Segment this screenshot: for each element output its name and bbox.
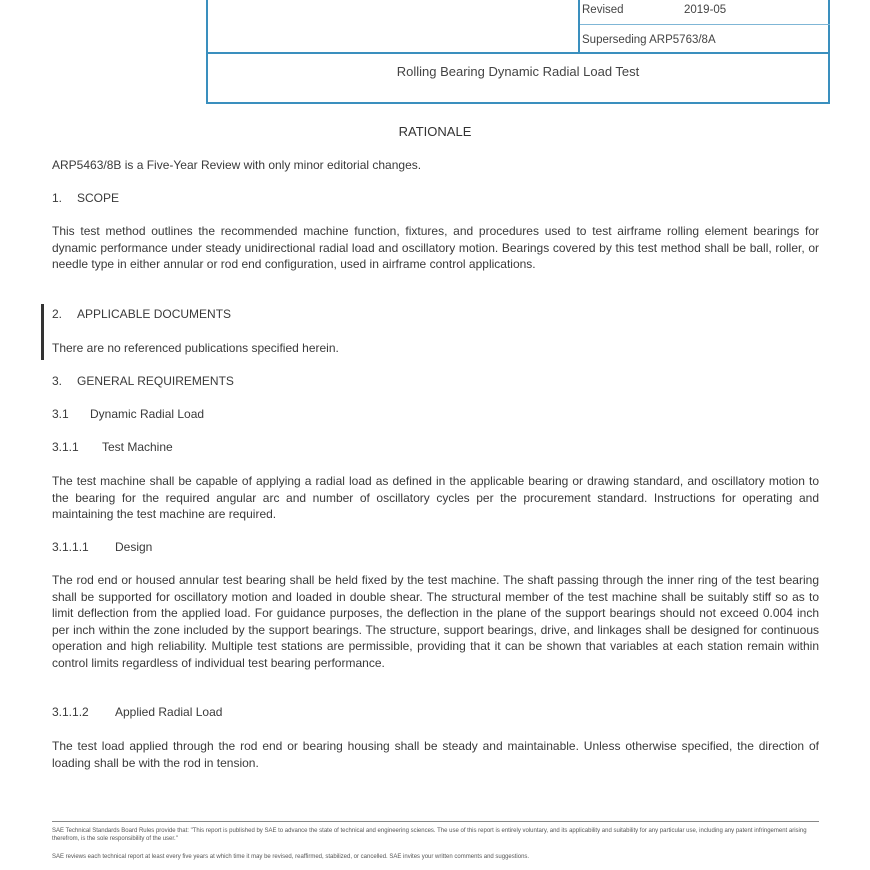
section-number: 2.: [52, 307, 63, 321]
section-heading-3-1-1-2: [52, 705, 222, 719]
footer-disclaimer: SAE Technical Standards Board Rules provide that: "This report is published by SAE to advance the state of technical and engineering sciences. The use of this report is entirely voluntary, and its applicability and suitability for any particular use, including any patent infringement arising therefrom, is the sole responsibility of the user.": [52, 828, 807, 842]
header-divider: [580, 24, 830, 25]
scope-paragraph: This test method outlines the recommended machine function, fixtures, and procedures used to test airframe rolling element bearings for dynamic performance under steady unidirectional radial load and oscillatory motion. Bearings covered by this test method shall be ball, roller, or needle type in either annular or rod end configuration, used in airframe control applications.: [52, 224, 819, 271]
section-title: Test Machine: [102, 440, 173, 454]
applied-radial-load-paragraph: The test load applied through the rod end or bearing housing shall be steady and maintainable. Unless otherwise specified, the direction of loading shall be with the rod in tension.: [52, 739, 819, 770]
test-machine-paragraph: The test machine shall be capable of applying a radial load as defined in the applicable bearing or drawing standard, and oscillatory motion to the bearing for the required angular arc and number of oscillatory cycles per the procurement standard. Instructions for operating and maintaining the test machine are required.: [52, 474, 819, 521]
section-number: 3.1: [52, 407, 69, 421]
section-heading-3-1-1: [52, 440, 173, 454]
revised-label: Revised: [582, 4, 624, 16]
superseding-note: Superseding ARP5763/8A: [582, 34, 716, 46]
section-heading-3-1: [52, 407, 204, 421]
revision-change-bar: [41, 304, 44, 360]
section-number: 1.: [52, 191, 63, 205]
section-heading-general-requirements: [52, 374, 234, 388]
section-title: Applied Radial Load: [115, 705, 223, 719]
rationale-text: ARP5463/8B is a Five-Year Review with only minor editorial changes.: [52, 158, 422, 172]
section-heading-3-1-1-1: [52, 540, 152, 554]
section-number: 3.: [52, 374, 63, 388]
section-number: 3.1.1.2: [52, 705, 89, 719]
rationale-heading: RATIONALE: [398, 124, 472, 139]
document-header-box: [206, 0, 830, 104]
section-heading-applicable-documents: [52, 307, 231, 321]
revised-date: 2019-05: [684, 4, 727, 16]
header-divider: [208, 52, 828, 54]
section-title: SCOPE: [77, 191, 120, 205]
design-paragraph: The rod end or housed annular test bearing shall be held fixed by the test machine. The shaft passing through the inner ring of the test bearing shall be supported for oscillatory motion and loaded in double shear. The structural member of the test machine shall be suitably stiff so as to limit deflection from the applied load. For guidance purposes, the deflection in the plane of the support bearings should not exceed 0.004 inch per inch within the zone included by the support bearings. The structure, support bearings, drive, and linkages shall be designed for continuous operation and high reliability. Multiple test stations are permissible, providing that it can be shown that variables at each station remain within control limits regardless of individual test bearing performance.: [52, 573, 819, 670]
footer-review-note: SAE reviews each technical report at least every five years at which time it may be revised, reaffirmed, stabilized, or cancelled. SAE invites your written comments and suggestions.: [52, 854, 530, 860]
applicable-documents-paragraph: There are no referenced publications specified herein.: [52, 341, 339, 355]
section-title: APPLICABLE DOCUMENTS: [77, 307, 232, 321]
section-number: 3.1.1: [52, 440, 79, 454]
section-title: GENERAL REQUIREMENTS: [77, 374, 234, 388]
header-divider: [578, 0, 580, 54]
document-title: Rolling Bearing Dynamic Radial Load Test: [396, 64, 640, 79]
section-heading-scope: [52, 191, 119, 205]
section-title: Dynamic Radial Load: [90, 407, 205, 421]
footer-divider: [52, 821, 819, 822]
section-number: 3.1.1.1: [52, 540, 89, 554]
section-title: Design: [115, 540, 153, 554]
